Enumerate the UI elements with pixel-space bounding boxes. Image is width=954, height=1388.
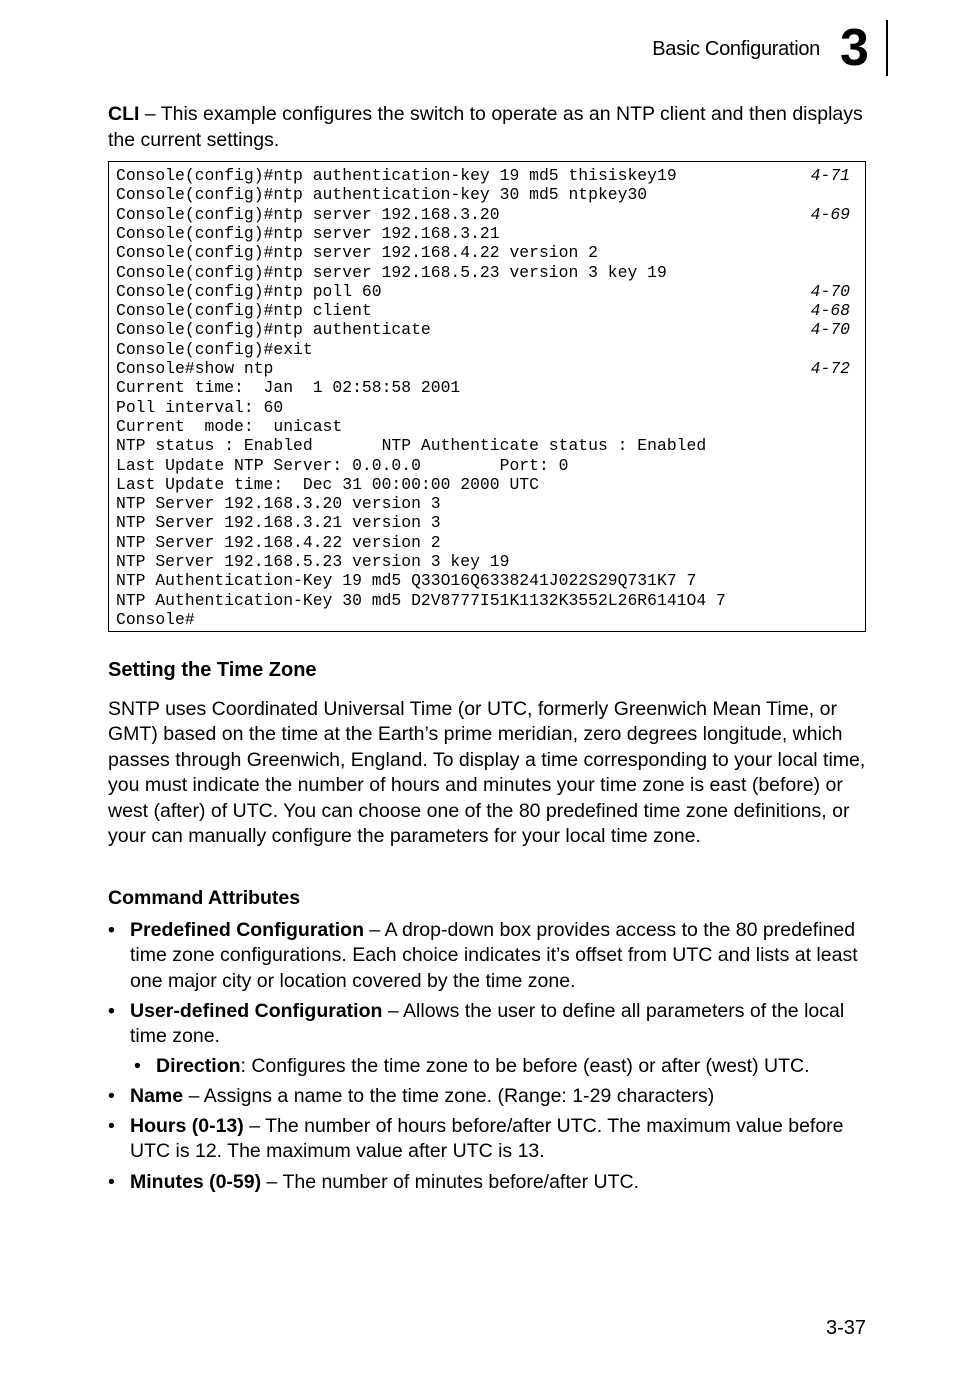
item-term: Minutes (0-59) bbox=[130, 1171, 262, 1193]
intro-paragraph bbox=[108, 101, 868, 153]
list-item bbox=[108, 1084, 868, 1109]
attributes-heading: Command Attributes bbox=[108, 887, 301, 909]
item-term: Direction bbox=[156, 1055, 241, 1077]
code-line: NTP Server 192.168.5.23 version 3 key 19 bbox=[116, 552, 510, 571]
bullet-mark: • bbox=[134, 1055, 141, 1077]
code-line: Console(config)#exit bbox=[116, 339, 313, 359]
bullet-mark: • bbox=[108, 1171, 115, 1193]
list-item bbox=[108, 1114, 868, 1165]
code-page-ref: 4-72 bbox=[810, 359, 850, 378]
cli-label: CLI bbox=[108, 103, 140, 125]
page-number: 3-37 bbox=[825, 1317, 866, 1339]
item-term: Hours (0-13) bbox=[130, 1115, 244, 1137]
code-page-ref: 4-68 bbox=[810, 301, 850, 321]
list-item bbox=[108, 918, 868, 994]
code-line: Console(config)#ntp client bbox=[116, 301, 372, 321]
item-term: Predefined Configuration bbox=[130, 919, 364, 941]
code-line: Console(config)#ntp poll 60 bbox=[116, 281, 382, 301]
item-description: : Configures the time zone to be before (east) or after (west) UTC. bbox=[240, 1055, 810, 1077]
code-line: NTP Server 192.168.4.22 version 2 bbox=[116, 532, 441, 552]
code-page-ref: 4-71 bbox=[810, 166, 850, 185]
item-description: – Assigns a name to the time zone. (Range: 1-29 characters) bbox=[183, 1085, 715, 1107]
code-page-ref: 4-70 bbox=[810, 320, 850, 340]
header-title: Basic Configuration bbox=[652, 38, 820, 60]
bullet-mark: • bbox=[108, 1000, 115, 1022]
item-description: – The number of hours before/after UTC. The maximum value before UTC is 12. The maximum value after UTC is 13. bbox=[130, 1115, 844, 1163]
code-line: Console(config)#ntp authentication-key 19 md5 thisiskey19 bbox=[116, 166, 677, 185]
code-line: Console(config)#ntp authentication-key 30 md5 ntpkey30 bbox=[116, 185, 648, 205]
item-description: – A drop-down box provides access to the 80 predefined time zone configurations. Each choice indicates it’s offset from UTC and lists at least one major city or location covered by the time zone. bbox=[130, 919, 858, 992]
list-item bbox=[108, 1170, 868, 1195]
code-line: Current mode: unicast bbox=[116, 416, 343, 436]
section-heading: Setting the Time Zone bbox=[108, 659, 317, 681]
list-item bbox=[134, 1054, 868, 1079]
list-item bbox=[108, 999, 868, 1050]
code-page-ref: 4-70 bbox=[810, 281, 850, 301]
item-description: – The number of minutes before/after UTC. bbox=[261, 1171, 640, 1193]
intro-text: – This example configures the switch to operate as an NTP client and then displays the current settings. bbox=[108, 103, 863, 151]
code-line: Current time: Jan 1 02:58:58 2001 bbox=[116, 378, 461, 398]
code-line: Console#show ntp bbox=[116, 359, 274, 378]
item-description: – Allows the user to define all parameters of the local time zone. bbox=[130, 1000, 845, 1048]
code-line: Console(config)#ntp server 192.168.3.20 bbox=[116, 204, 500, 224]
code-line: NTP Authentication-Key 19 md5 Q33O16Q6338241J022S29Q731K7 7 bbox=[116, 571, 697, 591]
bullet-mark: • bbox=[108, 919, 115, 941]
chapter-number: 3 bbox=[840, 20, 888, 76]
section-paragraph: SNTP uses Coordinated Universal Time (or UTC, formerly Greenwich Mean Time, or GMT) based on the time at the Earth’s prime meridian, zero degrees longitude, which passes through Greenwich, England. To display a time corresponding to your local time, you must indicate the number of hours and minutes your time zone is east (before) or west (after) of UTC. You can choose one of the 80 predefined time zone definitions, or your can manually configure the parameters for your local time zone. bbox=[108, 698, 866, 848]
code-line: Last Update time: Dec 31 00:00:00 2000 UTC bbox=[116, 474, 539, 494]
code-line: NTP Authentication-Key 30 md5 D2V8777I51K1132K3552L26R6141O4 7 bbox=[116, 590, 726, 610]
item-term: Name bbox=[130, 1085, 184, 1107]
code-line: NTP Server 192.168.3.20 version 3 bbox=[116, 494, 441, 514]
bullet-mark: • bbox=[108, 1085, 115, 1107]
bullet-mark: • bbox=[108, 1115, 115, 1137]
cli-code-block bbox=[108, 161, 866, 632]
code-line: Console(config)#ntp server 192.168.3.21 bbox=[116, 223, 500, 243]
code-line: Console# bbox=[116, 609, 195, 629]
code-line: Console(config)#ntp server 192.168.4.22 version 2 bbox=[116, 243, 598, 263]
code-line: NTP Server 192.168.3.21 version 3 bbox=[116, 513, 441, 533]
code-page-ref: 4-69 bbox=[810, 204, 850, 224]
code-line: Last Update NTP Server: 0.0.0.0 Port: 0 bbox=[116, 455, 569, 475]
item-term: User-defined Configuration bbox=[130, 1000, 383, 1022]
code-line: Console(config)#ntp server 192.168.5.23 version 3 key 19 bbox=[116, 262, 667, 282]
code-line: Poll interval: 60 bbox=[116, 397, 284, 417]
code-line: Console(config)#ntp authenticate bbox=[116, 320, 431, 340]
code-line: NTP status : Enabled NTP Authenticate status : Enabled bbox=[116, 436, 707, 456]
